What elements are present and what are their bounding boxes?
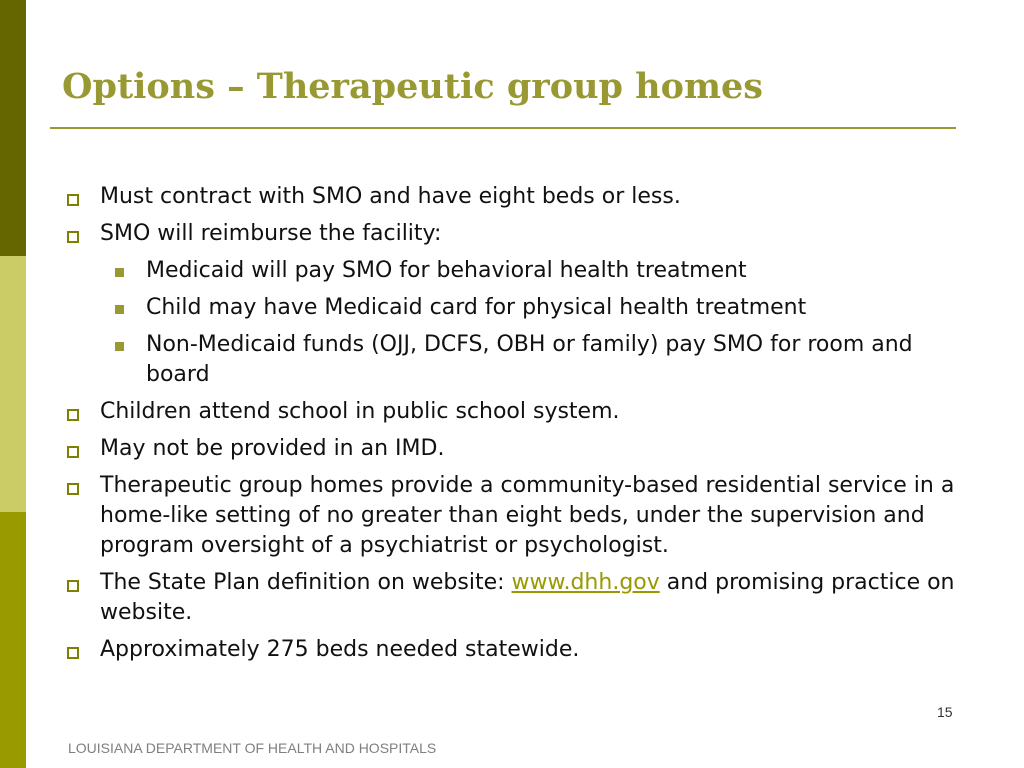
list-item [62, 219, 977, 249]
hollow-square-bullet-icon [67, 194, 79, 206]
list-item [62, 471, 977, 561]
list-item-text: Child may have Medicaid card for physical health treatment [146, 295, 807, 320]
sub-list-item [62, 256, 977, 286]
list-item [62, 434, 977, 464]
sub-list-item [62, 293, 977, 323]
list-item [62, 397, 977, 427]
list-item-text: Approximately 275 beds needed statewide. [100, 637, 580, 662]
hollow-square-bullet-icon [67, 231, 79, 243]
list-item-text: Therapeutic group homes provide a community-based residential service in a home-like setting of no greater than eight beds, under the supervision and program oversight of a psychiatrist or psychologist. [100, 473, 955, 558]
hollow-square-bullet-icon [67, 580, 79, 592]
list-item-text: May not be provided in an IMD. [100, 436, 445, 461]
sidebar-segment-bottom [0, 512, 26, 768]
hollow-square-bullet-icon [67, 483, 79, 495]
hollow-square-bullet-icon [67, 409, 79, 421]
title-divider [50, 127, 956, 129]
bullet-list [62, 182, 977, 672]
solid-square-bullet-icon [115, 305, 124, 314]
sidebar-segment-top [0, 0, 26, 256]
sidebar-segment-middle [0, 256, 26, 512]
footer-organization: LOUISIANA DEPARTMENT OF HEALTH AND HOSPITALS [68, 740, 437, 756]
list-item-text-before-link: The State Plan definition on website: [100, 570, 512, 595]
list-item-text: SMO will reimburse the facility: [100, 221, 442, 246]
dhh-website-link[interactable]: www.dhh.gov [511, 570, 660, 595]
solid-square-bullet-icon [115, 342, 124, 351]
list-item-text: Must contract with SMO and have eight beds or less. [100, 184, 681, 209]
page-number: 15 [937, 704, 953, 720]
hollow-square-bullet-icon [67, 647, 79, 659]
list-item [62, 182, 977, 212]
hollow-square-bullet-icon [67, 446, 79, 458]
list-item [62, 568, 977, 628]
list-item-text: Children attend school in public school system. [100, 399, 620, 424]
list-item-text-after-link: and promising practice on website. [100, 570, 955, 625]
list-item-text: Medicaid will pay SMO for behavioral health treatment [146, 258, 747, 283]
slide-title: Options – Therapeutic group homes [62, 66, 763, 107]
solid-square-bullet-icon [115, 268, 124, 277]
sub-list-item [62, 330, 977, 390]
list-item [62, 635, 977, 665]
list-item-text: Non-Medicaid funds (OJJ, DCFS, OBH or family) pay SMO for room and board [146, 332, 913, 387]
